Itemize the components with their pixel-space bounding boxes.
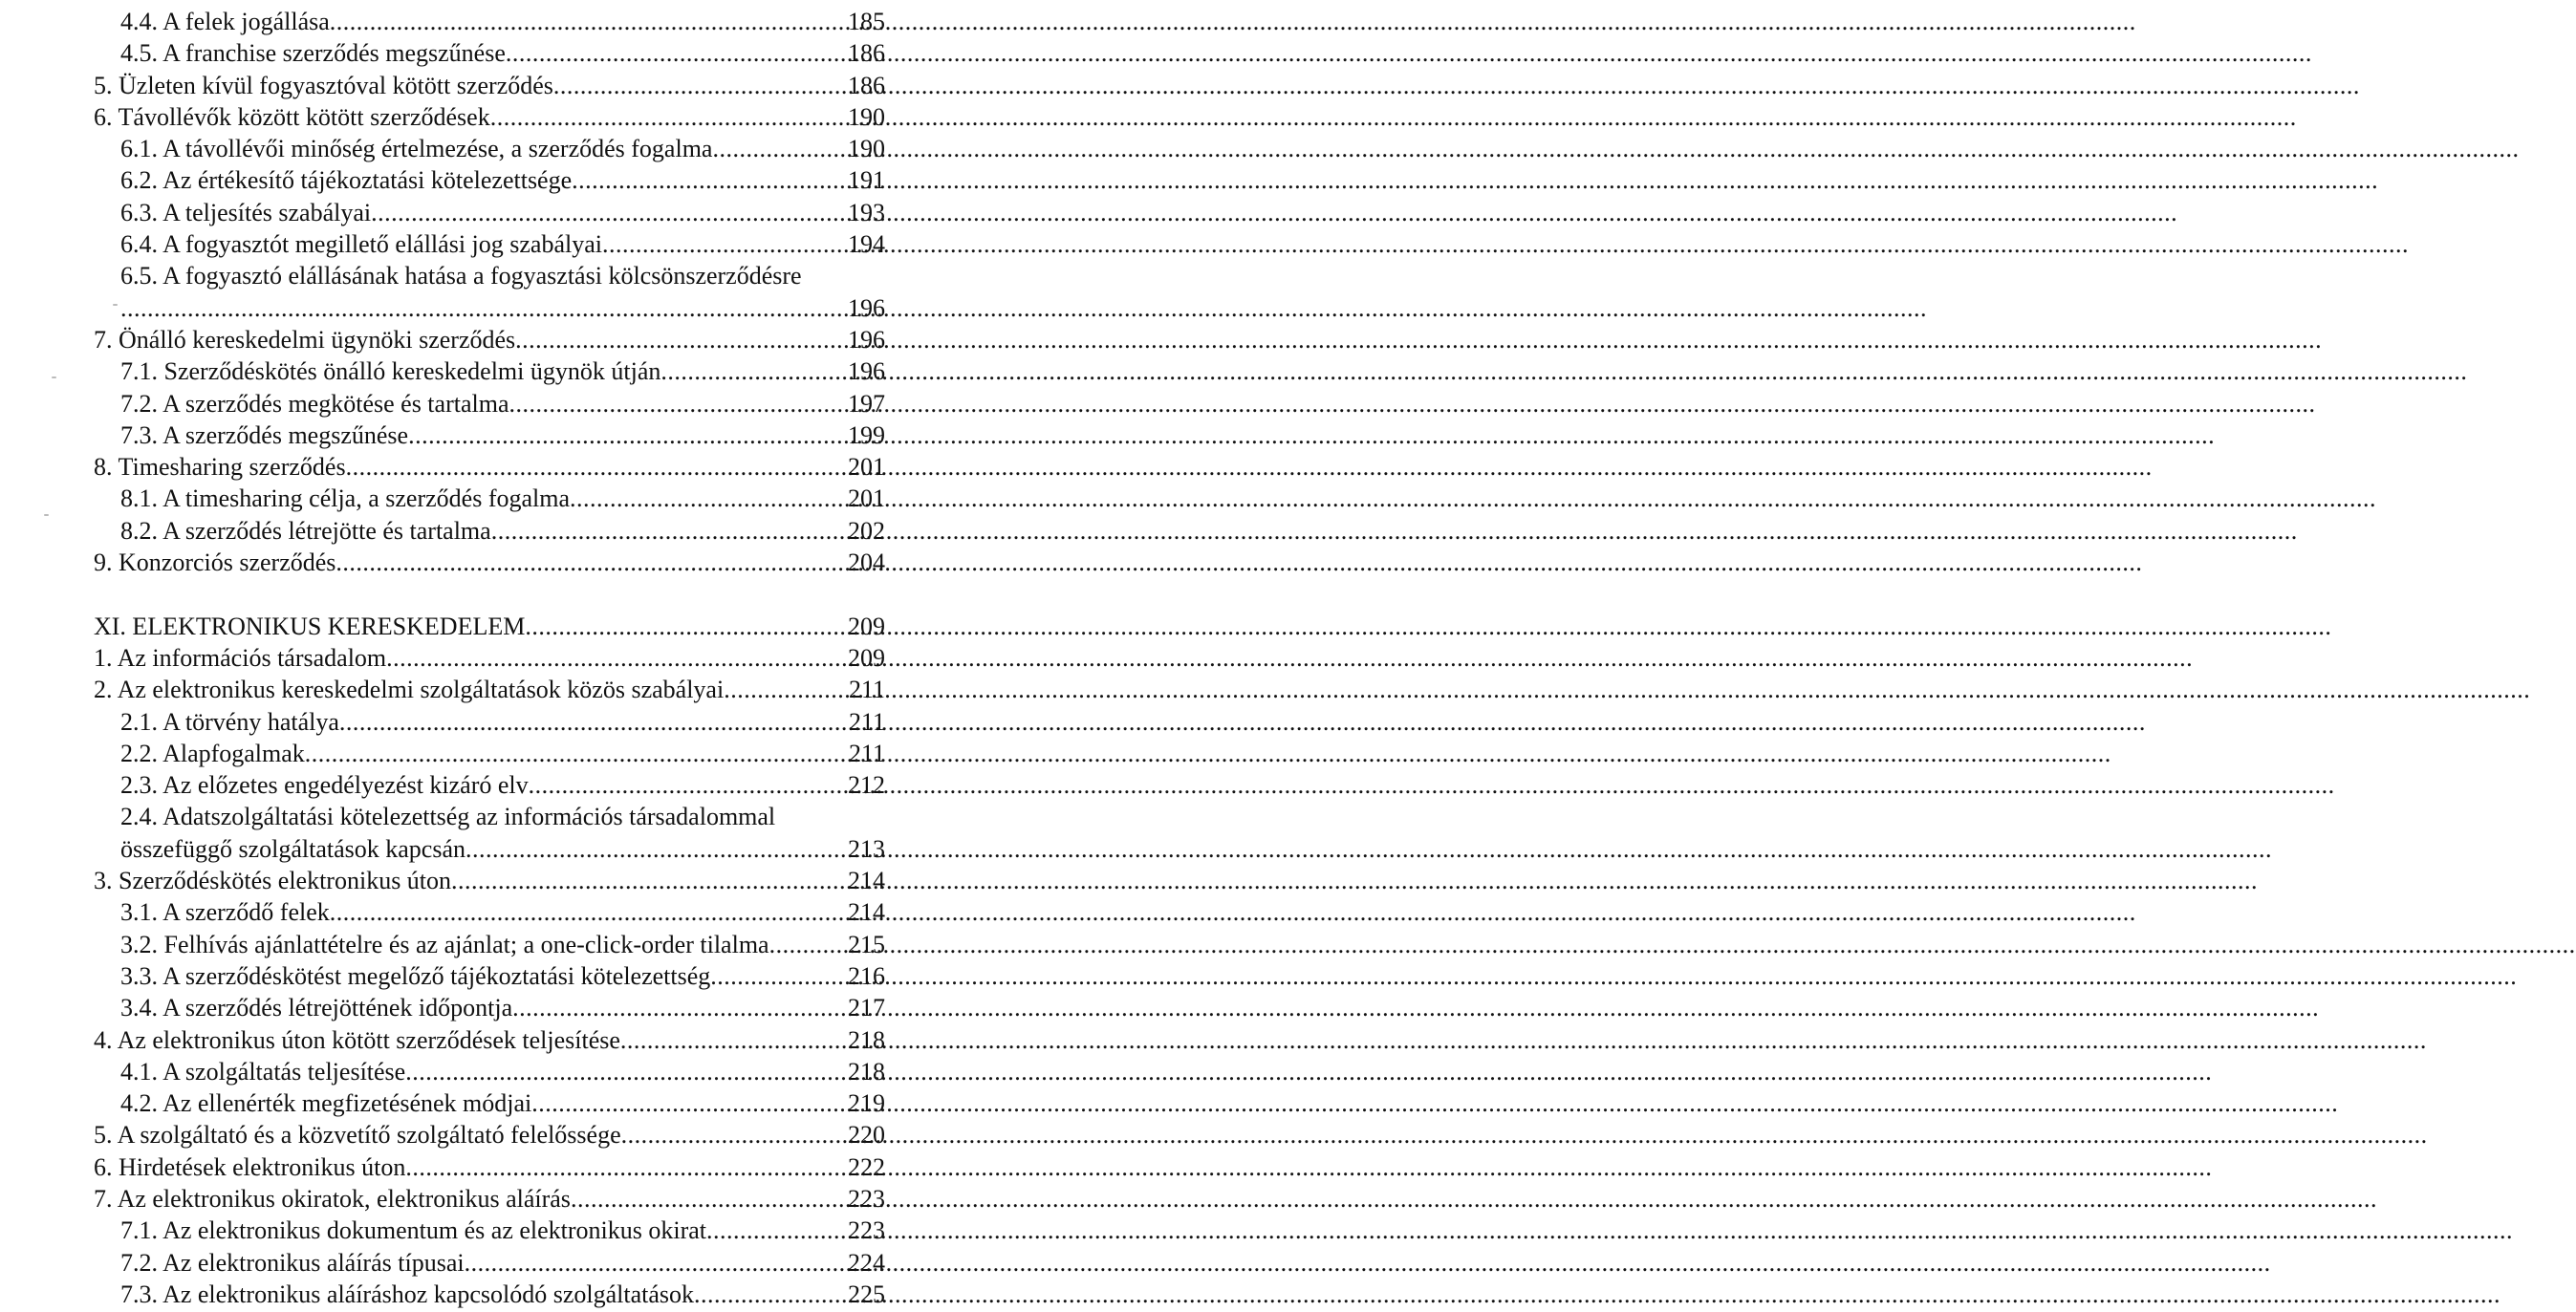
- toc-entry-page: 186: [848, 39, 885, 68]
- toc-leader-dots: [620, 1024, 848, 1056]
- toc-entry: [0, 865, 918, 896]
- toc-entry-page: 224: [848, 1248, 885, 1277]
- toc-leader-dots: [490, 101, 848, 133]
- toc-entry: [0, 929, 918, 960]
- toc-entry-title: 7. Az elektronikus okiratok, elektronikus aláírás: [94, 1184, 571, 1213]
- toc-leader-dots: [408, 419, 848, 451]
- toc-leader-dots: [572, 164, 848, 196]
- toc-leader-dots: [706, 1215, 848, 1246]
- toc-leader-dots: [724, 674, 849, 705]
- toc-entry-page: 216: [848, 961, 885, 990]
- toc-leader-dots: [120, 292, 848, 324]
- toc-entry-title: összefüggő szolgáltatások kapcsán: [120, 834, 466, 863]
- toc-entry-title: 5. A szolgáltató és a közvetítő szolgáltató felelőssége: [94, 1121, 621, 1150]
- toc-entry: [0, 164, 918, 196]
- toc-leader-dots: [769, 929, 848, 960]
- toc-entry-page: 191: [848, 166, 885, 195]
- toc-leader-dots: [330, 6, 848, 37]
- toc-entry: [0, 1024, 918, 1056]
- toc-entry-page: 209: [848, 643, 885, 672]
- toc-leader-dots: [570, 483, 848, 514]
- toc-leader-dots: [339, 706, 849, 738]
- toc-entry-title: 3.1. A szerződő felek: [120, 898, 330, 927]
- toc-entry: [0, 515, 918, 547]
- toc-entry-title: 1. Az információs társadalom: [94, 643, 387, 672]
- toc-leader-dots: [515, 324, 848, 355]
- toc-entry-title: 2.3. Az előzetes engedélyezést kizáró elv: [120, 771, 529, 800]
- toc-leader-dots: [506, 37, 848, 69]
- toc-entry-page: 209: [848, 612, 885, 640]
- toc-entry-title: 4.1. A szolgáltatás teljesítése: [120, 1057, 406, 1086]
- toc-entry-page: 196: [848, 357, 885, 386]
- toc-entry-title: 2.1. A törvény hatálya: [120, 707, 339, 736]
- toc-entry-title: 4.5. A franchise szerződés megszűnése: [120, 39, 506, 68]
- toc-entry-page: 201: [848, 453, 885, 482]
- toc-entry-title: 4. Az elektronikus úton kötött szerződések teljesítése: [94, 1025, 620, 1054]
- toc-entry: [0, 228, 918, 260]
- toc-entry: [0, 674, 918, 705]
- toc-entry: [0, 1119, 918, 1151]
- toc-entry-page: 217: [848, 994, 885, 1022]
- toc-leader-dots: [621, 1119, 848, 1151]
- toc-entry-page: 204: [848, 548, 885, 577]
- toc-entry: [0, 1215, 918, 1246]
- toc-entry-title: 7.1. Szerződéskötés önálló kereskedelmi ügynök útján: [120, 357, 661, 386]
- toc-entry-page: 211: [848, 676, 885, 704]
- toc-entry-page: 219: [848, 1089, 885, 1118]
- toc-leader-dots: [465, 1247, 848, 1279]
- toc-entry-title: 3.3. A szerződéskötést megelőző tájékoztatási kötelezettség: [120, 961, 711, 990]
- toc-leader-dots: [571, 1183, 848, 1215]
- toc-entry: [0, 101, 918, 133]
- toc-leader-dots: [405, 1151, 848, 1183]
- toc-entry-page: 225: [848, 1280, 885, 1308]
- toc-entry: [0, 197, 918, 228]
- toc-entry: [0, 133, 918, 164]
- toc-leader-dots: [336, 547, 848, 578]
- toc-leader-dots: [509, 388, 848, 419]
- toc-entry-title: 8.1. A timesharing célja, a szerződés fogalma: [120, 484, 571, 513]
- toc-leader-dots: [512, 992, 848, 1023]
- toc-entry-page: 199: [848, 420, 885, 449]
- toc-entry: [0, 706, 918, 738]
- toc-entry-page: 190: [848, 102, 885, 131]
- toc-entry-title: 3. Szerződéskötés elektronikus úton: [94, 867, 452, 895]
- toc-entry-page: 185: [848, 8, 885, 35]
- toc-entry-page: 190: [848, 135, 885, 163]
- toc-entry-title: 3.4. A szerződés létrejöttének időpontja: [120, 994, 513, 1022]
- toc-entry-page: 211: [848, 739, 885, 767]
- toc-entry: [0, 1056, 918, 1087]
- toc-chapter-heading: [0, 611, 918, 642]
- toc-leader-dots: [451, 865, 848, 896]
- toc-entry-title: 4.2. Az ellenérték megfizetésének módjai: [120, 1089, 532, 1118]
- toc-entry-title: 7.2. Az elektronikus aláírás típusai: [120, 1248, 465, 1277]
- toc-leader-dots: [465, 833, 848, 865]
- toc-entry-page: 201: [848, 484, 885, 513]
- toc-entry-title: 5. Üzleten kívül fogyasztóval kötött szerződés: [94, 71, 553, 99]
- toc-entry-title: 3.2. Felhívás ajánlattételre és az ajánlat; a one-click-order tilalma: [120, 930, 769, 958]
- toc-entry-page: 194: [848, 230, 885, 259]
- toc-entry: [0, 419, 918, 451]
- toc-leader-dots: [553, 70, 848, 101]
- toc-entry-title: 7.2. A szerződés megkötése és tartalma: [120, 389, 509, 418]
- toc-entry-title: 6. Távollévők között kötött szerződések: [94, 102, 490, 131]
- toc-entry: [0, 896, 918, 928]
- toc-entry-page: 222: [848, 1152, 885, 1181]
- toc-entry: [0, 355, 918, 387]
- toc-entry: [0, 70, 918, 101]
- toc-entry-title: 8. Timesharing szerződés: [94, 453, 346, 482]
- toc-entry-title: 7.3. Az elektronikus aláíráshoz kapcsolódó szolgáltatások: [120, 1280, 695, 1308]
- toc-leader-dots: [346, 451, 848, 483]
- toc-leader-dots: [529, 769, 848, 801]
- toc-leader-dots: [712, 133, 848, 164]
- document-page: [0, 0, 918, 1312]
- toc-entry-title: 2.2. Alapfogalmak: [120, 739, 305, 767]
- toc-leader-dots: [660, 355, 848, 387]
- toc-entry-page: 211: [848, 707, 885, 736]
- toc-entry-title: 7.3. A szerződés megszűnése: [120, 420, 409, 449]
- toc-leader-dots: [602, 228, 848, 260]
- toc-entry: [0, 1183, 918, 1215]
- toc-entry: [0, 769, 918, 801]
- toc-entry-page: 196: [848, 293, 885, 322]
- toc-entry-title: 6.1. A távollévői minőség értelmezése, a szerződés fogalma: [120, 135, 713, 163]
- toc-leader-dots: [694, 1279, 848, 1310]
- toc-entry-title: 4.4. A felek jogállása: [120, 8, 330, 35]
- toc-leader-dots: [405, 1056, 848, 1087]
- toc-entry-continuation: [0, 833, 918, 865]
- toc-entry: [0, 37, 918, 69]
- toc-leader-dots: [386, 642, 848, 674]
- toc-entry-page: 186: [848, 71, 885, 99]
- toc-entry: [0, 1151, 918, 1183]
- toc-entry: [0, 642, 918, 674]
- toc-entry-page: 196: [848, 325, 885, 354]
- toc-entry: [0, 260, 918, 291]
- toc-entry: [0, 738, 918, 769]
- toc-entry: [0, 388, 918, 419]
- toc-entry: [0, 1087, 918, 1119]
- toc-entry-title: 6. Hirdetések elektronikus úton: [94, 1152, 406, 1181]
- toc-entry: [0, 1247, 918, 1279]
- toc-entry-title: XI. ELEKTRONIKUS KERESKEDELEM: [94, 612, 526, 640]
- toc-entry-page: 218: [848, 1057, 885, 1086]
- toc-entry-title: 6.4. A fogyasztót megillető elállási jog szabályai: [120, 230, 602, 259]
- toc-leader-dots: [371, 197, 848, 228]
- toc-entry: [0, 960, 918, 992]
- toc-entry-page: 193: [848, 198, 885, 226]
- toc-leader-dots: [525, 611, 848, 642]
- toc-entry-title: 2.4. Adatszolgáltatási kötelezettség az információs társadalommal: [120, 803, 776, 831]
- toc-entry: [0, 547, 918, 578]
- toc-leader-dots: [305, 738, 849, 769]
- toc-entry-title: 6.3. A teljesítés szabályai: [120, 198, 372, 226]
- toc-entry: [0, 1279, 918, 1310]
- toc-entry-page: 220: [848, 1121, 885, 1150]
- toc-entry: [0, 6, 918, 37]
- toc-entry-page: 197: [848, 389, 885, 418]
- toc-entry-title: 6.5. A fogyasztó elállásának hatása a fogyasztási kölcsönszerződésre: [120, 262, 802, 290]
- scan-speck: [44, 514, 49, 516]
- toc-entry: [0, 483, 918, 514]
- toc-entry-title: 9. Konzorciós szerződés: [94, 548, 336, 577]
- toc-entry-page: 202: [848, 516, 885, 545]
- toc-entry-page: 215: [848, 930, 885, 958]
- toc-leader-dots: [330, 896, 848, 928]
- toc-entry: [0, 992, 918, 1023]
- toc-entry-title: 6.2. Az értékesítő tájékoztatási kötelezettsége: [120, 166, 573, 195]
- toc-entry: [0, 324, 918, 355]
- toc-entry-page: 218: [848, 1025, 885, 1054]
- toc-leader-dots: [710, 960, 848, 992]
- toc-entry-title: 7. Önálló kereskedelmi ügynöki szerződés: [94, 325, 516, 354]
- toc-entry-page: 213: [848, 834, 885, 863]
- toc-entry-page: 223: [848, 1184, 885, 1213]
- toc-entry: [0, 801, 918, 832]
- toc-entry-continuation: [0, 292, 918, 324]
- toc-leader-dots: [491, 515, 848, 547]
- toc-entry-page: 214: [848, 898, 885, 927]
- scan-speck: [113, 304, 118, 306]
- toc-entry-title: 7.1. Az elektronikus dokumentum és az elektronikus okirat: [120, 1216, 707, 1245]
- table-of-contents: [0, 6, 918, 1310]
- toc-entry-page: 223: [848, 1216, 885, 1245]
- scan-speck: [52, 376, 56, 378]
- toc-leader-dots: [531, 1087, 848, 1119]
- toc-entry: [0, 451, 918, 483]
- toc-entry-page: 212: [848, 771, 885, 800]
- toc-entry-title: 8.2. A szerződés létrejötte és tartalma: [120, 516, 491, 545]
- toc-entry-page: 214: [848, 867, 885, 895]
- toc-entry-title: 2. Az elektronikus kereskedelmi szolgáltatások közös szabályai: [94, 676, 725, 704]
